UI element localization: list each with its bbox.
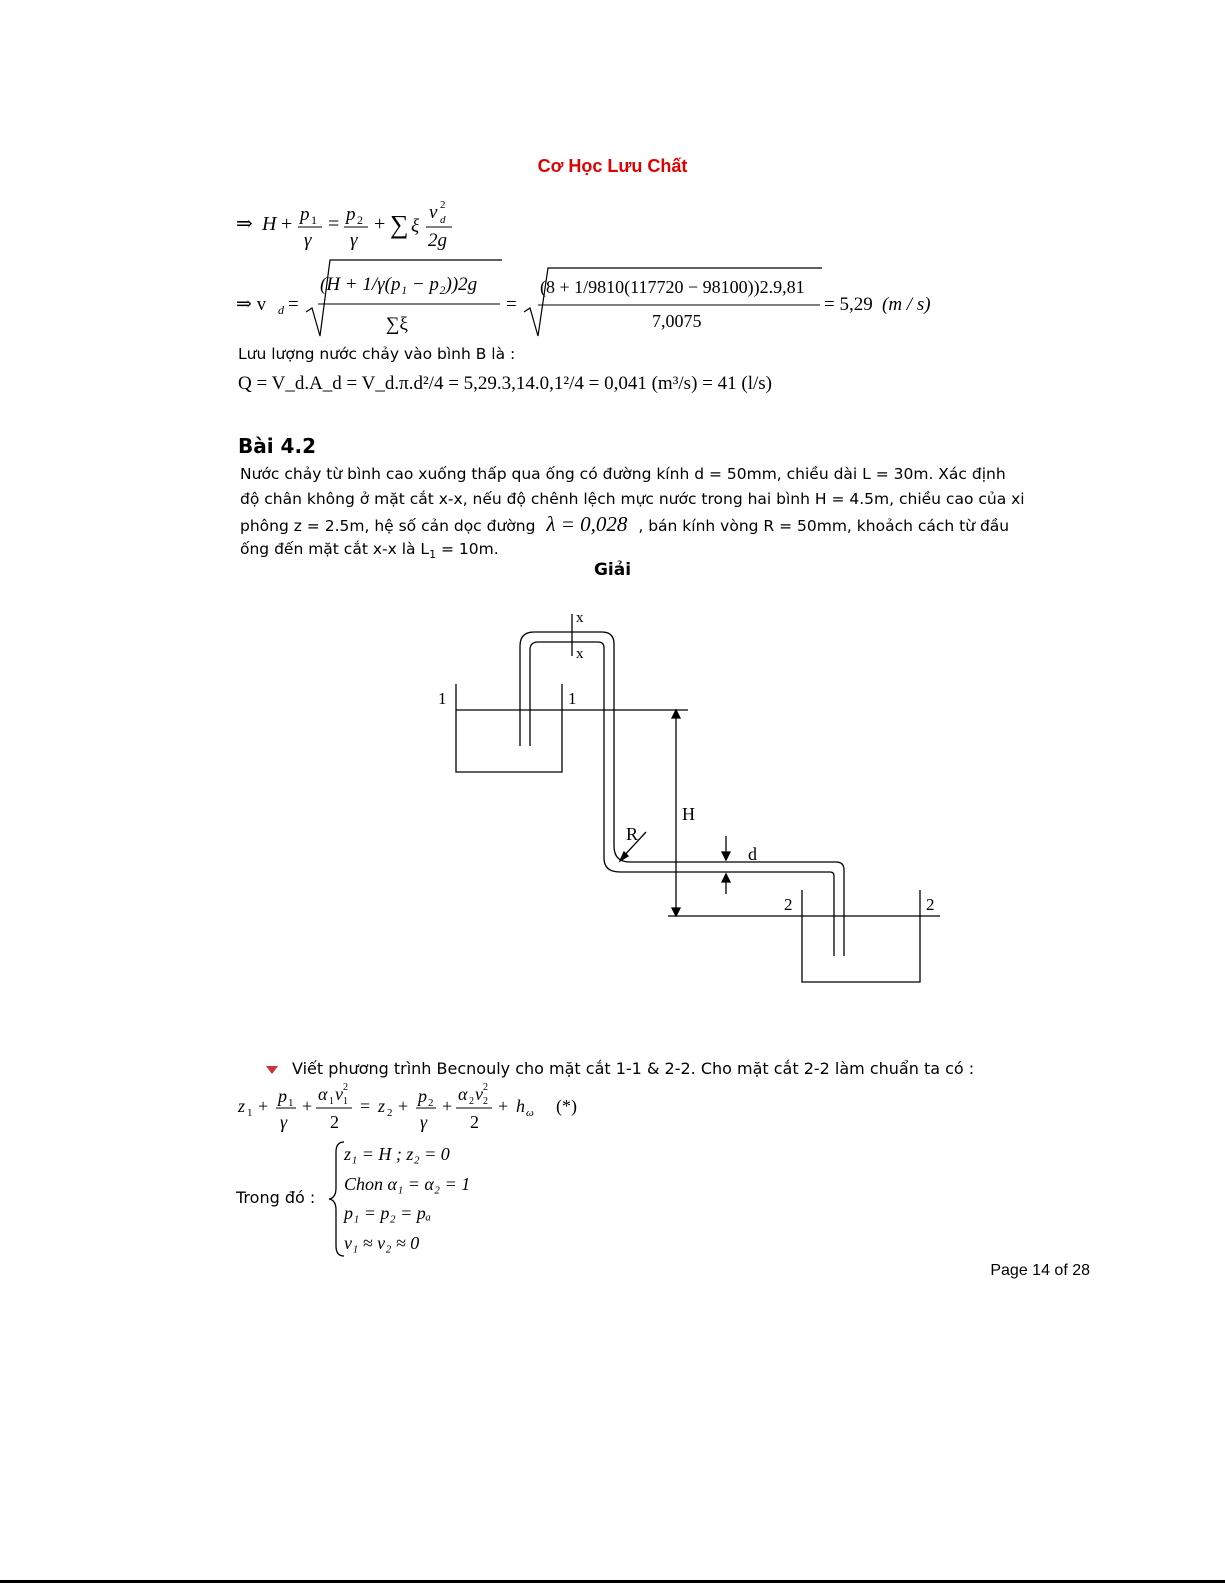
solution-label: Giải [593,560,632,580]
svg-text:v: v [475,1084,483,1104]
svg-text:γ: γ [304,230,312,251]
svg-text:1: 1 [329,1096,334,1107]
svg-text:p: p [418,1086,427,1106]
section-title: Bài 4.2 [238,434,316,458]
svg-text:2: 2 [483,1096,488,1107]
svg-text:α: α [318,1084,328,1104]
svg-text:1: 1 [343,1096,348,1107]
svg-text:+: + [398,1096,409,1116]
svg-text:2: 2 [483,1082,488,1093]
svg-text:∑: ∑ [390,210,409,239]
lower-tank [802,890,920,982]
svg-text:H: H [262,213,277,235]
problem-line-1: Nước chảy từ bình cao xuống thấp qua ống có đường kính d = 50mm, chiều dài L = 30m. Xác định [240,465,1006,483]
svg-text:(m / s): (m / s) [882,294,931,315]
svg-text:γ: γ [280,1112,288,1132]
svg-text:2: 2 [440,199,446,211]
svg-text:1: 1 [311,213,317,227]
svg-text:d: d [440,214,446,226]
svg-text:2: 2 [926,895,935,914]
svg-text:2: 2 [470,1112,479,1132]
svg-text:+: + [281,213,293,235]
svg-text:7,0075: 7,0075 [652,311,702,331]
svg-text:+: + [374,213,386,235]
problem-statement [240,462,1097,562]
bottom-rule [0,1580,1225,1583]
equation-velocity [236,256,946,340]
equation-flow-rate: Q = V_d.A_d = V_d.π.d²/4 = 5,29.3,14.0,1²/4 = 0,041 (m³/s) = 41 (l/s) [238,373,772,394]
svg-text:⇒ v: ⇒ v [236,294,267,315]
svg-text:p: p [278,1086,287,1106]
svg-text:=: = [360,1096,371,1116]
svg-text:v: v [335,1084,343,1104]
page-header: Cơ Học Lưu Chất [537,156,688,176]
svg-text:ω: ω [526,1107,534,1119]
svg-text:2: 2 [469,1096,474,1107]
problem-line-2: độ chân không ở mặt cắt x-x, nếu độ chênh lệch mực nước trong hai bình H = 4.5m, chiều cao của xi [240,490,1025,508]
equation-bernoulli-result [236,196,496,252]
svg-text:2g: 2g [428,230,447,251]
problem-line-4: ống đến mặt cắt x-x là $L_1 = 10m$. [240,540,499,562]
condition-p: p₁ = p₂ = pₐ [344,1203,432,1223]
svg-text:2: 2 [330,1112,339,1132]
svg-text:p: p [346,204,356,225]
bernoulli-bullet: Viết phương trình Becnouly cho mặt cắt 1-1 & 2-2. Cho mặt cắt 2-2 làm chuẩn ta có : [266,1056,974,1081]
svg-text:h: h [516,1096,525,1116]
siphon-diagram [420,600,960,1000]
svg-text:(8 + 1/9810(117720 − 98100))2.: (8 + 1/9810(117720 − 98100))2.9,81 [540,277,805,297]
pipe-outer-wall [520,632,844,956]
condition-z: z₁ = H ; z₂ = 0 [344,1144,450,1164]
svg-text:+: + [258,1096,269,1116]
upper-tank [456,684,562,772]
svg-text:⇒: ⇒ [236,213,253,235]
page-number: Page 14 of 28 [990,1262,1090,1279]
svg-text:+: + [498,1096,509,1116]
svg-text:2: 2 [428,1097,434,1109]
svg-text:2: 2 [343,1082,348,1093]
svg-text:z: z [238,1096,246,1116]
svg-text:α: α [458,1084,468,1104]
svg-text:1: 1 [568,689,577,708]
svg-text:2: 2 [357,213,363,227]
equation-bernoulli [236,1080,596,1136]
svg-text:R: R [626,824,639,844]
svg-text:γ: γ [350,230,358,251]
svg-text:(*): (*) [556,1096,577,1116]
svg-text:d: d [278,303,284,317]
svg-text:∑ξ: ∑ξ [386,314,409,335]
svg-text:1: 1 [288,1097,294,1109]
svg-text:(H + 1/γ(p₁ − p₂))2g: (H + 1/γ(p₁ − p₂))2g [320,274,478,295]
svg-text:x: x [576,610,584,626]
arrow-bullet-icon [266,1066,278,1074]
svg-text:+: + [442,1096,453,1116]
conditions-list [344,1140,470,1258]
condition-alpha: Chon α₁ = α₂ = 1 [344,1173,471,1194]
flow-rate-text: Lưu lượng nước chảy vào bình B là : [238,345,516,363]
svg-text:1: 1 [247,1107,253,1119]
svg-text:=: = [288,294,299,315]
svg-text:1: 1 [438,689,447,708]
trong-do-label: Trong đó : [236,1188,316,1207]
condition-v: v₁ ≈ v₂ ≈ 0 [344,1232,420,1253]
svg-text:= 5,29: = 5,29 [824,294,873,315]
svg-text:+: + [302,1096,313,1116]
problem-line-3: phông z = 2.5m, hệ số cản dọc đường λ = 0,028 , bán kính vòng R = 50mm, khoảch cách từ đầu [240,512,1010,536]
svg-text:γ: γ [420,1112,428,1132]
svg-text:H: H [682,804,695,824]
svg-text:=: = [506,294,517,315]
svg-text:2: 2 [387,1107,393,1119]
svg-text:2: 2 [784,895,793,914]
svg-text:x: x [576,646,584,662]
svg-text:=: = [328,213,340,235]
svg-text:z: z [378,1096,386,1116]
svg-text:v: v [429,202,438,223]
svg-text:p: p [300,204,310,225]
svg-text:d: d [748,844,757,864]
lambda-value: λ = 0,028 [546,512,628,536]
svg-text:ξ: ξ [411,216,420,237]
